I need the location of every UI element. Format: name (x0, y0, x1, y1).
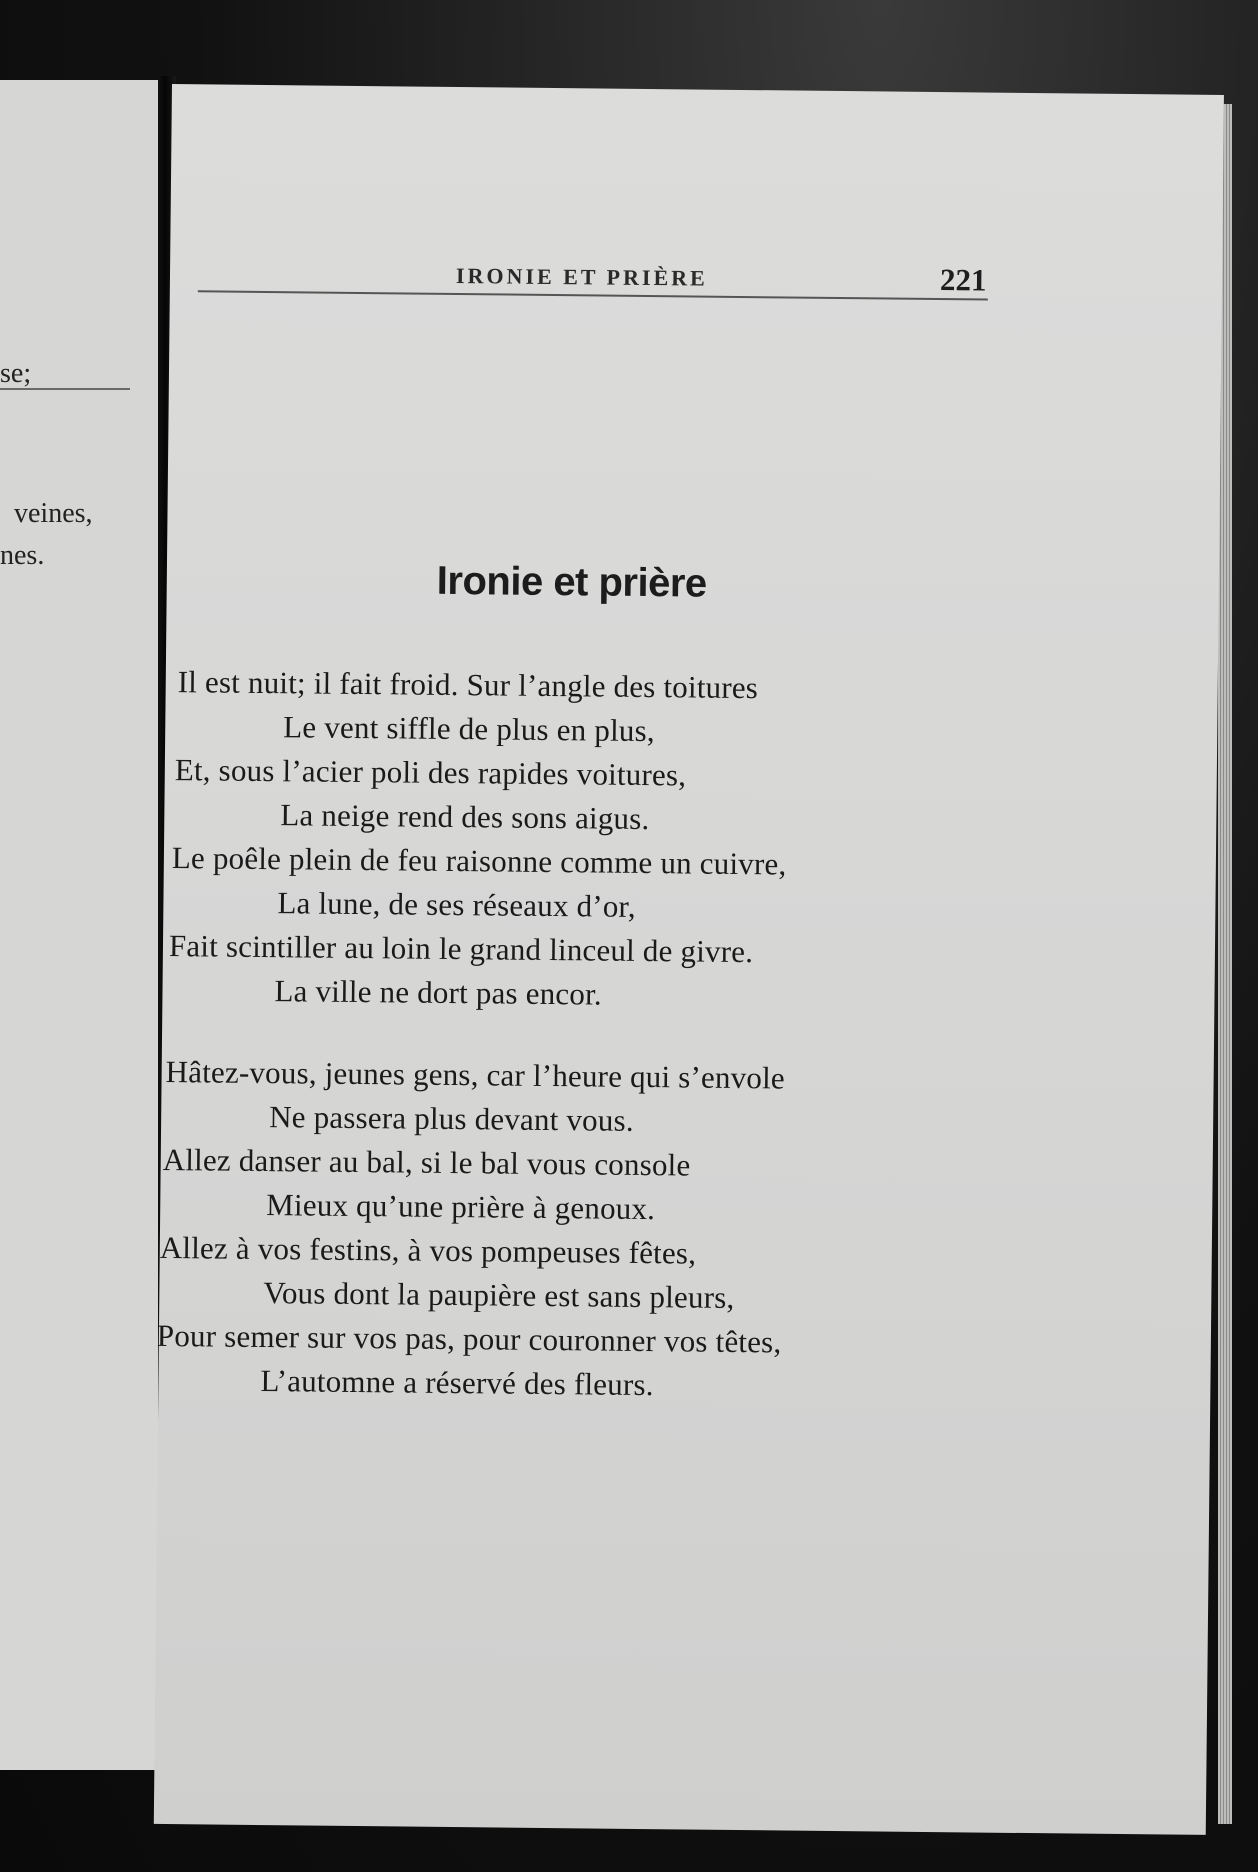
verse-line: La lune, de ses réseaux d’or, (277, 885, 636, 924)
right-page (154, 84, 1224, 1835)
poem-title: Ironie et prière (436, 558, 707, 606)
verse-line: L’automne a réservé des fleurs. (260, 1362, 654, 1403)
left-page-fragment: se; (0, 358, 32, 389)
running-title: IRONIE ET PRIÈRE (455, 262, 708, 291)
header-rule (198, 290, 988, 300)
verse-line: Allez à vos festins, à vos pompeuses fêtes, (159, 1229, 697, 1271)
verse-line: Hâtez-vous, jeunes gens, car l’heure qui s’envole (165, 1053, 786, 1096)
verse-line: La neige rend des sons aigus. (280, 797, 650, 837)
verse-line: Le poêle plein de feu raisonne comme un cuivre, (171, 840, 787, 882)
page-number: 221 (939, 262, 987, 298)
verse-line: Allez danser au bal, si le bal vous console (162, 1141, 691, 1183)
left-page-fragment: nes. (0, 540, 45, 571)
left-page-fragment: veines, (14, 498, 93, 529)
verse-line: La ville ne dort pas encor. (274, 973, 603, 1012)
verse-line: Fait scintiller au loin le grand linceul de givre. (168, 928, 754, 970)
verse-line: Le vent siffle de plus en plus, (283, 709, 655, 749)
verse-line: Mieux qu’une prière à genoux. (266, 1187, 656, 1227)
verse-line: Pour semer sur vos pas, pour couronner vos têtes, (156, 1317, 782, 1360)
left-page (0, 80, 164, 1770)
verse-line: Ne passera plus devant vous. (269, 1099, 634, 1138)
verse-line: Vous dont la paupière est sans pleurs, (263, 1275, 735, 1315)
verse-line: Il est nuit; il fait froid. Sur l’angle des toitures (177, 664, 759, 706)
verse-line: Et, sous l’acier poli des rapides voitures, (174, 752, 687, 793)
